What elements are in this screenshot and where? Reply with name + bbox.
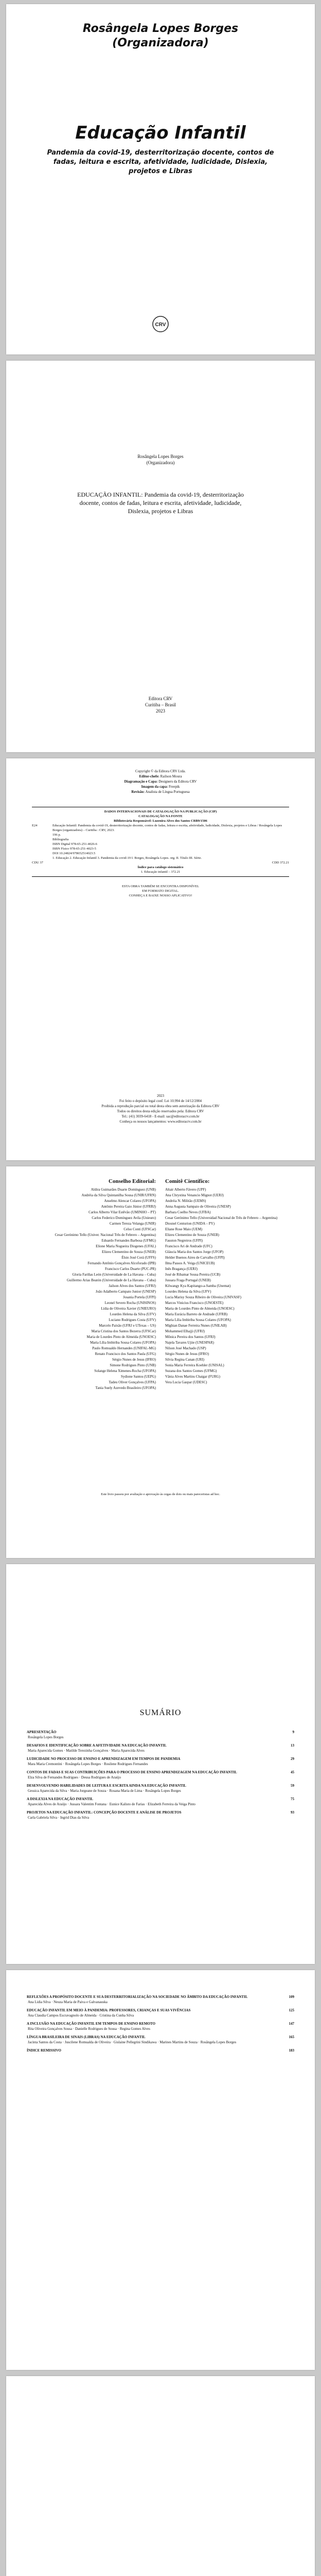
catalog-entry: 196 p. [52, 833, 61, 837]
scientific-member: Maria Lília Imbiriba Sousa Colares (UFOPA) [165, 1318, 231, 1322]
scientific-member: Fauston Negreiros (UFPI) [165, 1239, 203, 1243]
contact-legal: Foi feito o depósito legal conf. Lei 10.994 de 14/12/2004 [119, 1099, 202, 1103]
editorial-member: Élsio José Corá (UFFS) [121, 1256, 156, 1260]
editorial-member: Andréia da Silva Quintanilha Sousa (UNIR/UFRN) [81, 1193, 156, 1197]
scientific-member: Lucia Marisy Souza Ribeiro de Oliveira (UNIVASF) [165, 1295, 242, 1299]
scientific-member: Andréia N. Militão (UEMS) [165, 1199, 206, 1203]
summary-entry-heading [27, 1995, 294, 2000]
summary-entry-authors: Ana Lidia Silva · Neuza Maria de Paiva e Galvanauska [28, 1999, 108, 2004]
summary-entry-title: LUDICIDADE NO PROCESSO DE ENSINO E APRENDIZAGEM EM TEMPOS DE PANDEMIA [27, 1757, 181, 1761]
summary-entry-heading [27, 1810, 294, 1816]
scientific-member: Míghian Danae Ferreira Nunes (UNILAB) [165, 1324, 227, 1328]
contact-website: Conheça os nossos lançamentos: www.editoracrv.com.br [119, 1120, 202, 1124]
catalog-entries [52, 823, 289, 860]
catalog-card [32, 807, 289, 877]
scientific-committee-title: Comitê Científico: [165, 1178, 210, 1184]
summary-entry-title: APRESENTAÇÃO [27, 1730, 57, 1734]
editorial-council [27, 1179, 156, 1391]
scientific-member: Eliane Rose Maio (UEM) [165, 1227, 203, 1231]
editorial-member: Tadeu Oliver Gonçalves (UFPA) [109, 1380, 156, 1384]
cover-page [6, 4, 315, 354]
scientific-member: Ilma Passos A. Veiga (UNICEUB) [165, 1261, 215, 1265]
cover-editor-name: Rosângela Lopes Borges [82, 22, 239, 35]
editorial-member: Cesar Gerónimo Tello (Univer. Nacional Três de Febrero – Argentina) [55, 1233, 156, 1237]
scientific-member: Maria Eurácia Barreto de Andrade (UFRB) [165, 1312, 228, 1316]
summary-entry-authors: Jacinta Santos da Costa · Juscilene Romualda de Oliveira · Gislaine Pellegrini Sindikawa · Marines Martins de Souza · Rosângela Lopes Borges [28, 2040, 237, 2044]
scientific-member: Barbara Coelho Neves (UFBA) [165, 1210, 211, 1214]
summary-entry-page: 13 [291, 1743, 294, 1748]
editorial-member: Leonel Severo Rocha (UNISINOS) [104, 1301, 156, 1305]
summary-entry-page: 75 [291, 1797, 294, 1801]
blank-page [6, 2376, 315, 2576]
summary-entry-authors: Aparecida Alves de Araújo · Jussara Valentim Fontana · Eunice Kalisto de Farias · Elizabeth Ferreira da Veiga Pinto [28, 1802, 195, 1806]
summary-entry-title: ÍNDICE REMISSIVO [27, 2048, 61, 2053]
summary-entry[interactable] [27, 1995, 294, 2005]
editorial-member: Aldira Guimarães Duarte Domínguez (UNB) [91, 1188, 156, 1192]
catalog-index-title: Índice para catálogo sistemático [137, 866, 184, 869]
scientific-member: Lourdes Helena da Silva (UFV) [165, 1290, 211, 1294]
scientific-member: Mohammed Elhajji (UFRJ) [165, 1329, 205, 1333]
summary-entry-heading [27, 2035, 294, 2040]
revision-line: Revisão: Analista de Língua Portuguesa [131, 790, 190, 794]
copyright-credits [6, 769, 315, 794]
summary-entry-heading [27, 2048, 294, 2054]
catalog-class-row [32, 860, 289, 865]
summary-entry-title: DESAFIOS E IDENTIFICAÇÃO SOBRE A AFETIVIDADE NA EDUCAÇÃO INFANTIL [27, 1743, 167, 1748]
contact-rights: Todos os direitos desta edição reservados pela: Editora CRV [117, 1109, 204, 1113]
editorial-council-list [27, 1187, 156, 1391]
summary-entry-authors: Elza Silva de Fernandes Rodrigues · Deusa Rodrigues de Araújo [28, 1775, 121, 1780]
editorial-member: Renato Francisco dos Santos Paula (UFG) [95, 1352, 156, 1356]
summary-entry-authors: Maria Aparecida Gomes · Matilde Terezinha Gonçalves · Maria Aparecida Alves [28, 1748, 145, 1753]
summary-entry-title: A DISLEXIA NA EDUCAÇÃO INFANTIL [27, 1797, 94, 1801]
editorial-member: Marcelo Paixão (UFRJ e UTexas – US) [99, 1324, 156, 1328]
scientific-member: Kilwangy Kya Kapitango-a-Samba (Unemat) [165, 1284, 231, 1288]
catalog-entry: DOI 10.24824/978652514023.5 [52, 852, 96, 855]
catalog-code: E24 [32, 824, 38, 827]
cover-editor-role: (Organizadora) [112, 37, 209, 49]
scientific-member: Gláucia Maria dos Santos Jorge (UFOP) [165, 1250, 224, 1254]
summary-entry-heading [27, 1757, 294, 1762]
scientific-member: Sonia Maria Ferreira Koehler (UNISAL) [165, 1363, 224, 1367]
editorial-member: Lídia de Oliveira Xavier (UNIEURO) [101, 1307, 156, 1311]
editorial-member: Sérgio Nunes de Jesus (IFRO) [112, 1358, 156, 1362]
summary-entry-title: REFLEXÕES A PROPÓSITO DOCENTE E SUA DESTERRITORIALIZAÇÃO NA SOCIEDADE NO ÂMBITO DA EDUCAÇÃO INFANTIL [27, 1995, 248, 1999]
summary-entry[interactable] [27, 1784, 294, 1793]
summary-entry[interactable] [27, 2008, 294, 2018]
cover-title: Educação Infantil [75, 123, 246, 143]
editor-chief-line: Editor-chefe: Railson Moura [139, 774, 182, 778]
summary-entry-heading [27, 1797, 294, 1802]
editorial-member: Sydione Santos (UEPG) [120, 1375, 156, 1379]
editorial-member: Antônio Pereira Gaio Júnior (UFRRJ) [101, 1205, 156, 1209]
editorial-member: Guillermo Arias Beatón (Universidade de La Havana – Cuba) [66, 1278, 156, 1282]
summary-entry-page: 183 [289, 2048, 294, 2053]
catalog-entry: ISBN Físico 978-65-251-4023-5 [52, 847, 96, 851]
title-page-editor [6, 453, 315, 466]
scientific-member: Inês Bragança (UERJ) [165, 1267, 198, 1271]
editorial-member: Elione Maria Nogueira Diogenes (UFAL) [96, 1244, 156, 1248]
editorial-member: Elizeu Clementino de Souza (UNEB) [102, 1250, 156, 1254]
editorial-member: Carmen Tereza Velanga (UNIR) [109, 1222, 156, 1226]
title-page-publisher-block [6, 696, 315, 714]
cover-subtitle: Pandemia da covid-19, desterritorização docente, contos de fadas, leitura e escrita, afetividade, ludicidade, Dislexia, projetos e Libras [47, 149, 274, 175]
title-page-city: Curitiba – Brasil [145, 702, 176, 707]
scientific-member: Nilson José Machado (USP) [165, 1346, 206, 1350]
contact-prohibition: Proibida a reprodução parcial ou total desta obra sem autorização da Editora CRV [101, 1104, 220, 1108]
publisher-logo-icon [152, 315, 169, 333]
summary-entry[interactable] [27, 1797, 294, 1807]
scientific-member: Suzana dos Santos Gomes (UFMG) [165, 1369, 217, 1373]
cover-editor [6, 4, 315, 50]
editorial-member: João Adalberto Campato Junior (UNESP) [95, 1290, 156, 1294]
summary-entry-authors: Carla Gabriela Silva · Ingrid Dias da Silva [28, 1815, 90, 1820]
summary-entry[interactable] [27, 1743, 294, 1753]
summary-entry-page: 9 [292, 1730, 294, 1734]
editorial-member: Carlos Alberto Vilar Estêvão (UMINHO – PT) [88, 1210, 156, 1214]
summary-entry-authors: Gessica Aparecida da Silva · Maria Jorgeane de Souza · Rosana Maria de Lima · Rosângela Lopes Borges [28, 1788, 181, 1793]
editorial-member: Josania Portela (UFPI) [123, 1295, 156, 1299]
catalog-entry: Bibliografia [52, 838, 69, 841]
editorial-member: Solange Helena Ximenes-Rocha (UFOPA) [94, 1369, 156, 1373]
editorial-member: Simone Rodrigues Pinto (UNB) [110, 1363, 156, 1367]
catalog-entry: 1. Educação 2. Educação Infantil 3. Pandemia da covid-19 I. Borges, Rosângela Lopes. org. II. Título III. Série. [52, 856, 202, 860]
editorial-member: Maria Cristina dos Santos Bezerra (UFSCar) [91, 1329, 156, 1333]
summary-entry[interactable] [27, 2022, 294, 2031]
editorial-member: Francisco Carlos Duarte (PUC-PR) [105, 1267, 156, 1271]
summary-entry[interactable] [27, 1757, 294, 1767]
summary-entry-title: EDUCAÇÃO INFANTIL EM MEIO À PANDEMIA: PROFESSORES, CRIANÇAS E SUAS VIVÊNCIAS [27, 2008, 191, 2012]
summary-entry[interactable] [27, 1810, 294, 1820]
editorial-member: Fernando Antônio Gonçalves Alcoforado (IPB) [87, 1261, 156, 1265]
editorial-member: Luciano Rodrigues Costa (UFV) [109, 1318, 156, 1322]
publisher-contact [6, 1093, 315, 1124]
summary-entry-heading [27, 1743, 294, 1749]
scientific-member: José de Ribamar Sousa Pereira (UCB) [165, 1273, 221, 1277]
summary-entry-title: DESENVOLVENDO HABILIDADES DE LEITURA E ESCRITA AINDA NA EDUCAÇÃO INFANTIL [27, 1784, 186, 1788]
summary-entry[interactable] [27, 2035, 294, 2045]
summary-entry-authors: Mara Maria Cremontini · Rosângela Lopes Borges · Rosilene Rodrigues Fernandes [28, 1761, 148, 1766]
scientific-member: Silvia Regina Canan (URI) [165, 1358, 205, 1362]
editorial-member: Eduardo Fernandes Barbosa (UFMG) [101, 1239, 156, 1243]
summary-title: SUMÁRIO [139, 1708, 182, 1717]
summary-entry-page: 59 [291, 1784, 294, 1788]
title-page-publisher: Editora CRV [148, 696, 173, 701]
summary-entry-page: 45 [291, 1770, 294, 1774]
editorial-member: Tania Suely Azevedo Brasileiro (UFOPA) [95, 1386, 156, 1390]
summary-entry-heading [27, 1770, 294, 1775]
editorial-member: Maria Lília Imbiriba Sousa Colares (UFOPA) [90, 1341, 156, 1345]
summary-page-continued [6, 1970, 315, 2370]
summary-entry-title: PROJETOS NA EDUCAÇÃO INFANTIL: CONCEPÇÃO DOCENTE E ANÁLISE DE PROJETOS [27, 1810, 182, 1815]
scientific-member: Vera Lucia Gaspar (UDESC) [165, 1380, 207, 1384]
summary-entry-page: 125 [289, 2008, 294, 2012]
scientific-member: Sérgio Nunes de Jesus (IFRO) [165, 1352, 209, 1356]
editorial-council-title: Conselho Editorial: [109, 1178, 156, 1184]
summary-entry-page: 147 [289, 2022, 294, 2026]
summary-entry-heading [27, 1730, 294, 1735]
editorial-member: Celso Conti (UFSCar) [123, 1227, 156, 1231]
contact-year: 2023 [157, 1094, 164, 1098]
digital-note-line: CONHEÇA E BAIXE NOSSO APLICATIVO! [129, 894, 192, 897]
summary-entry-page: 93 [291, 1810, 294, 1815]
scientific-committee-list [165, 1187, 294, 1385]
editorial-member: Jailson Alves dos Santos (UFRJ) [109, 1284, 156, 1288]
scientific-member: Najela Tavares Ujiie (UNESPAR) [165, 1341, 214, 1345]
summary-entry-heading [27, 1784, 294, 1789]
scientific-member: Maria de Lourdes Pinto de Almeida (UNOESC) [165, 1307, 235, 1311]
catalog-sub: CATALOGAÇÃO NA FONTE [138, 815, 183, 818]
scientific-member: Ana Chrystina Venancio Mignot (UERJ) [165, 1193, 224, 1197]
summary-entry-authors: Ana Claudia Campos Escravagnolo de Almeida · Cristina da Cunha Silva [28, 2013, 134, 2018]
title-page-editor-name: Rosângela Lopes Borges [137, 454, 184, 459]
summary-list [27, 1730, 294, 1820]
digital-note-line: ESTA OBRA TAMBÉM SE ENCONTRA DISPONÍVEL [122, 885, 199, 888]
council-page [6, 1166, 315, 1558]
scientific-member: Cesar Gerónimo Tello (Universidad Nacional de Três de Febrero – Argentina) [165, 1216, 278, 1220]
editorial-member: Gloria Fariñas León (Universidade de La Havana – Cuba) [72, 1273, 156, 1277]
title-page-year: 2023 [156, 708, 165, 714]
scientific-committee [165, 1179, 294, 1391]
catalog-cdd: CDD 372.21 [272, 861, 289, 865]
summary-entry[interactable] [27, 2048, 294, 2054]
summary-entry-heading [27, 2008, 294, 2013]
scientific-member: Helder Buenos Aires de Carvalho (UFPI) [165, 1256, 225, 1260]
catalog-entry: Educação Infantil: Pandemia da covid-19, desterritorização docente, contos de fadas, leitura e escrita, afetividade, ludicidade, Dislexia, projetos e Libras / Rosângela Lopes Borges (organizadora) – Curitiba : CRV, 2023. [52, 824, 282, 832]
scientific-member: Vânia Alves Martins Chaigar (FURG) [165, 1375, 220, 1379]
publisher-logo-text: CRV [155, 322, 166, 328]
contact-phone-email: Tel.: (41) 3039-6418 - E-mail: sac@editoracrv.com.br [121, 1114, 200, 1118]
summary-entry-authors: Rita Oliveira Gonçalves Sousa · Danielle Rodrigues de Sousa · Regina Gomes Alves [28, 2026, 150, 2031]
scientific-member: Mônica Pereira dos Santos (UFRJ) [165, 1335, 216, 1339]
digital-note [6, 884, 315, 898]
editorial-member: Paulo Romualdo Hernandes (UNIFAL-MG) [92, 1346, 156, 1350]
council-columns [6, 1166, 315, 1391]
scientific-member: Jussara Fraga Portugal (UNEB) [165, 1278, 211, 1282]
catalog-cdu: CDU 37 [32, 861, 43, 865]
cover-image-line: Imagem da capa: Freepik [141, 785, 180, 789]
scientific-member: Anna Augusta Sampaio de Oliveira (UNESP) [165, 1205, 231, 1209]
scientific-member: Diosnel Centurion (UNIDA – PY) [165, 1222, 215, 1226]
digital-note-line: EM FORMATO DIGITAL. [142, 889, 179, 893]
title-page [6, 361, 315, 752]
scientific-member: Francisco Ari de Andrade (UFC) [165, 1244, 212, 1248]
summary-entry-heading [27, 2022, 294, 2027]
scientific-member: Marcos Vinicius Francisco (UNOESTE) [165, 1301, 224, 1305]
title-page-title: EDUCAÇÃO INFANTIL: Pandemia da covid-19, desterritorização docente, contos de fadas, leitura e escrita, afetividade, ludicidade, Dislexia, projetos e Libras [77, 491, 244, 515]
peer-review-note: Este livro passou por avaliação e aprovação às cegas de dois ou mais pareceristas ad hoc. [101, 1493, 220, 1496]
editorial-member: Maria de Lourdes Pinto de Almeida (UNOESC) [86, 1335, 156, 1339]
summary-entry-title: LÍNGUA BRASILEIRA DE SINAIS (LIBRAS) NA EDUCAÇÃO INFANTIL [27, 2035, 146, 2039]
editorial-member: Carlos Federico Domínguez Avila (Unieuro) [92, 1216, 156, 1220]
catalog-head: DADOS INTERNACIONAIS DE CATALOGAÇÃO NA PUBLICAÇÃO (CIP) [104, 810, 217, 814]
summary-entry-title: CONTOS DE FADAS E SUAS CONTRIBUIÇÕES PARA O PROCESSO DE ENSINO APRENDIZAGEM NA EDUCAÇÃO INFANTIL [27, 1770, 237, 1774]
summary-entry-page: 165 [289, 2035, 294, 2039]
title-page-editor-role: (Organizadora) [146, 460, 175, 465]
summary-entry-title: A INCLUSÃO NA EDUCAÇÃO INFANTIL EM TEMPOS DE ENSINO REMOTO [27, 2022, 155, 2026]
scientific-member: Elizeu Clementino de Souza (UNEB) [165, 1233, 219, 1237]
layout-line: Diagramação e Capa: Designers da Editora CRV [124, 779, 197, 784]
catalog-entry: ISBN Digital 978-65-251-4026-6 [52, 842, 98, 846]
scientific-member: Altair Alberto Fávero (UPF) [165, 1188, 206, 1192]
copyright-page [6, 758, 315, 1160]
editorial-member: Lourdes Helena da Silva (UFV) [110, 1312, 156, 1316]
summary-entry[interactable] [27, 1730, 294, 1740]
catalog-index-entry: 1. Educação infantil – 372.21 [140, 870, 181, 874]
editorial-member: Anselmo Alencar Colares (UFOPA) [104, 1199, 156, 1203]
catalog-row [32, 823, 289, 860]
summary-entry-authors: Rosângela Lopes Borges [28, 1735, 64, 1739]
summary-list-continued [27, 1995, 294, 2054]
summary-entry-page: 109 [289, 1995, 294, 1999]
summary-entry[interactable] [27, 1770, 294, 1780]
copyright-line: Copyright © da Editora CRV Ltda. [135, 769, 186, 773]
summary-page [6, 1564, 315, 1964]
summary-entry-page: 29 [291, 1757, 294, 1761]
catalog-librarian: Bibliotecária Responsável: Luzenira Alves dos Santos CRB9/1506 [114, 819, 207, 823]
